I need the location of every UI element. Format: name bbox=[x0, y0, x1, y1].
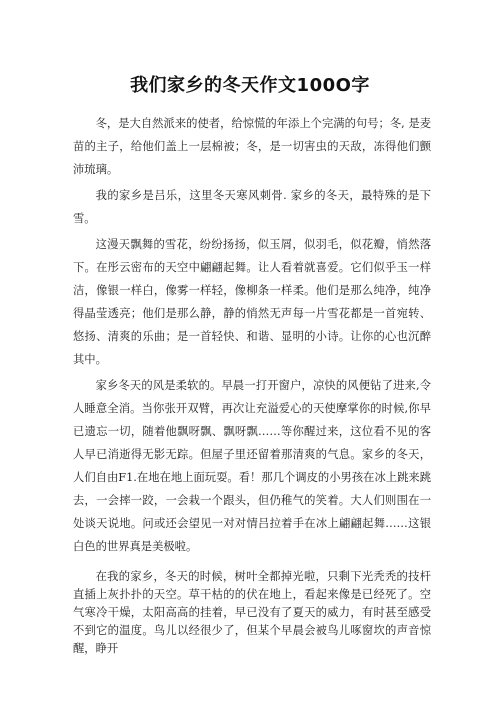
paragraph: 我的家乡是吕乐，这里冬天寒风刺骨. 家乡的冬天，最特殊的是下雪。 bbox=[73, 189, 431, 225]
paragraph: 家乡冬天的风是柔软的。早晨一打开窗户，凉快的风便钻了进来,令人睡意全消。当你张开双臂，再次让充溢爱心的天使摩掌你的时候,你早已遗忘一切，随着他飘呀飘、飘呀飘……等你醒过来，这位看不见的客人早已消逝得无影无踪。但屋子里还留着那清爽的气息。家乡的冬天，人们自由F1.在地在地上面玩耍。看！那几个调皮的小男孩在冰上跳来跳去，一会摔一跤，一会栽一个跟头，但仍稚气的笑着。大人们则围在一处谈天说地。问或还会望见一对对情吕拉着手在冰上翩翩起舞……这银白色的世界真是美极啦。 bbox=[73, 379, 431, 553]
paragraph: 在我的家乡，冬天的时候，树叶全都掉光啦，只剩下光秃秃的技杆直插上灰扑扑的天空。草干枯的的伏在地上，看起来像是已经死了。空气寒冷干燥，太阳高高的挂着，早已没有了夏天的威力，有时甚至感受不到它的温度。鸟儿以经很少了，但某个早晨会被鸟儿啄窗坎的声音惊醒，睁开 bbox=[73, 570, 431, 655]
paragraph: 这漫天飘舞的雪花，纷纷扬扬，似玉屑，似羽毛，似花瓣，悄然落下。在彤云密布的天空中翩翩起舞。让人看着就喜爱。它们似乎玉一样洁，像银一样白，像雾一样轻，像柳条一样柔。他们是那么纯净，纯净得晶莹透亮；他们是那么静，静的悄然无声每一片雪花都是一首宛转、悠扬、清爽的乐曲；是一首轻快、和谐、显明的小诗。让你的心也沉醉其中。 bbox=[73, 238, 431, 366]
document-title: 我们家乡的冬天作文100O字 bbox=[130, 75, 370, 96]
document-body bbox=[73, 112, 431, 658]
paragraph: 冬，是大自然派来的使者，给惊慌的年添上个完满的句号；冬, 是麦苗的主子，给他们盖上一层棉被；冬，是一切害虫的天敌，冻得他们颤沛琉璃。 bbox=[73, 117, 431, 176]
